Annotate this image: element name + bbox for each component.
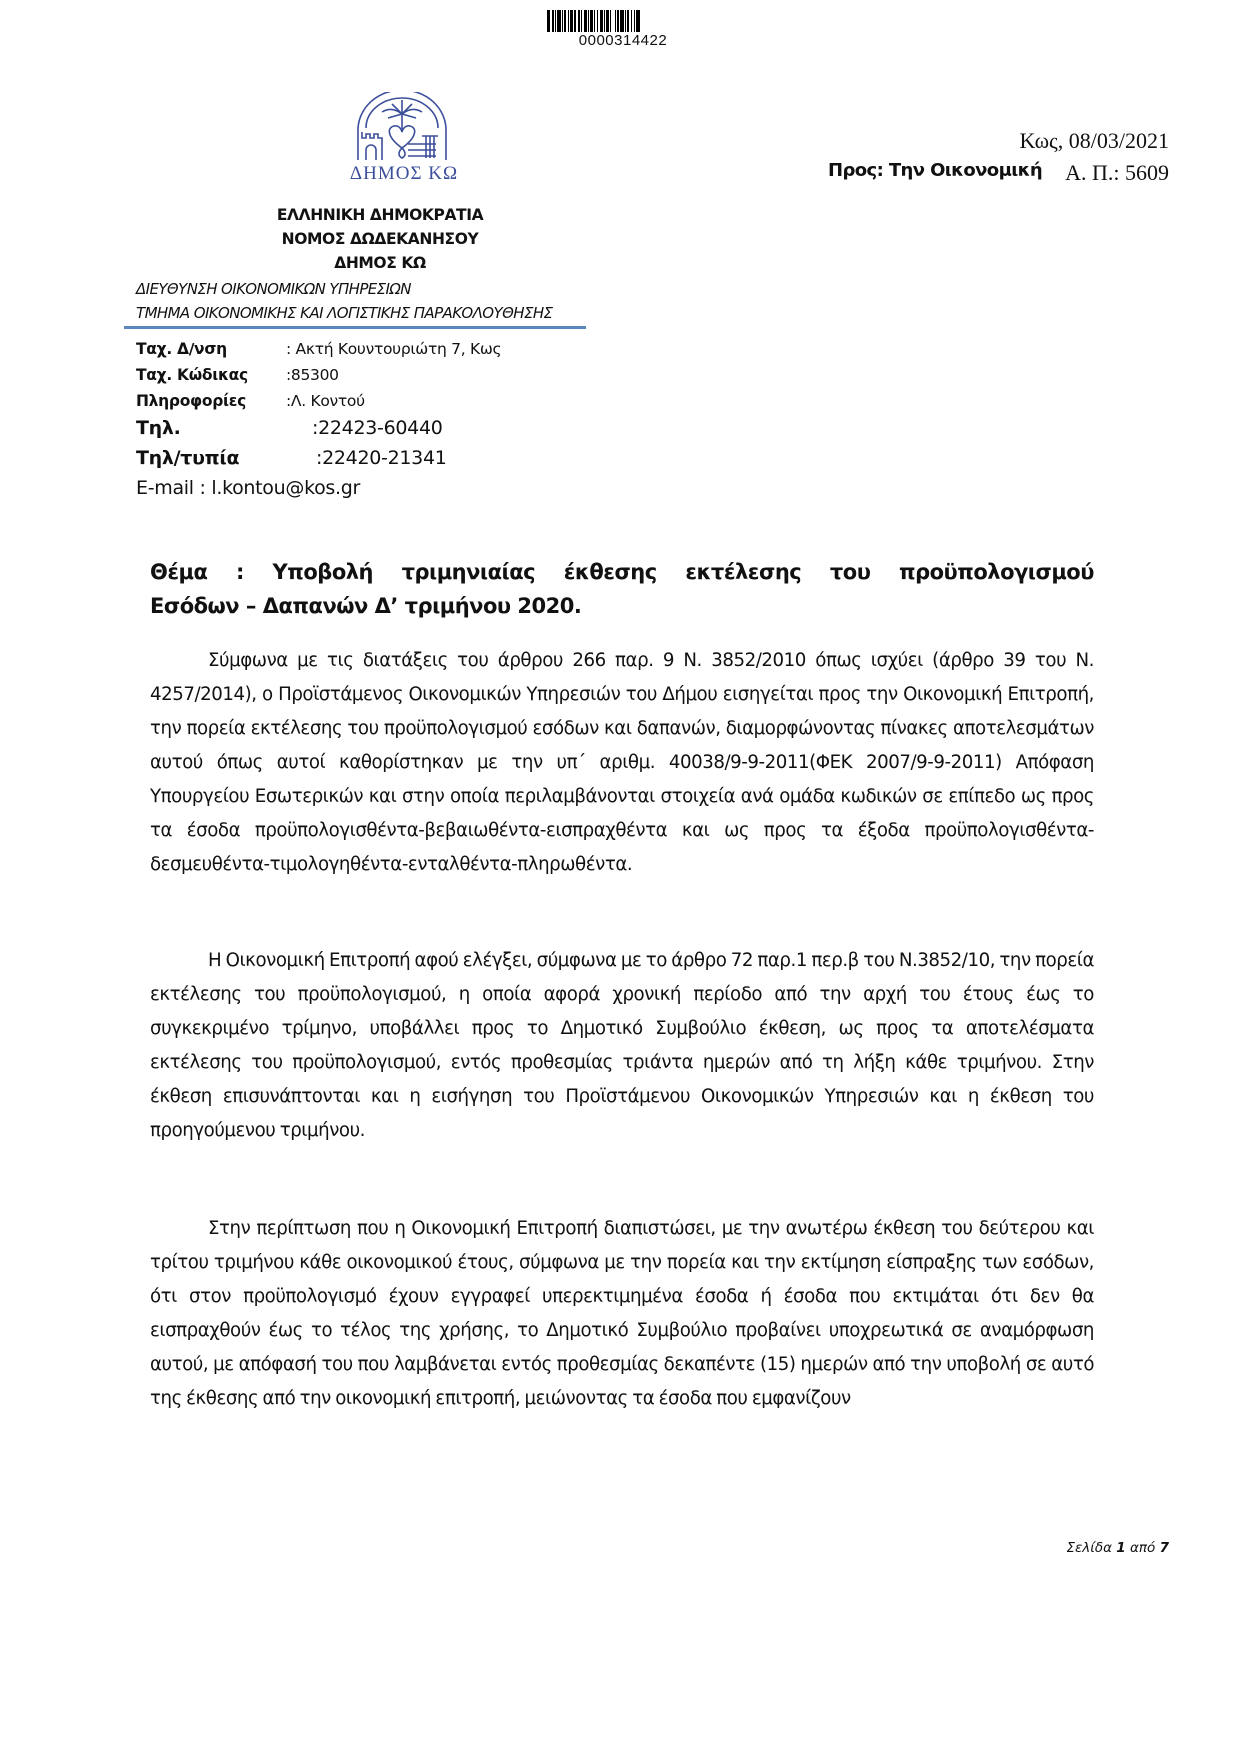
of-label: από [1130, 1540, 1156, 1556]
address-value: : Ακτή Κουντουριώτη 7, Κως [286, 340, 502, 358]
subject-word: του [829, 560, 871, 584]
subject-word: εκτέλεσης [685, 560, 802, 584]
org-prefecture: ΝΟΜΟΣ ΔΩΔΕΚΑΝΗΣΟΥ [281, 230, 479, 248]
address-label: Ταχ. Δ/νση [136, 340, 227, 358]
info-value: :Λ. Κοντού [286, 392, 365, 410]
body-paragraph-1: Σύμφωνα με τις διατάξεις του άρθρου 266 παρ. 9 Ν. 3852/2010 όπως ισχύει (άρθρο 39 του Ν. 4257/2014), ο Προϊστάμενος Οικονομικών Υπηρεσιών του Δήμου εισηγείται προς την Οικονομική Επιτροπή, την πορεία εκτέλεσης του προϋπολογισμού εσόδων και δαπανών, διαμορφώνοντας πίνακες αποτελεσμάτων αυτού όπως αυτοί καθορίστηκαν με την υπ΄ αριθμ. 40038/9-9-2011(ΦΕΚ 2007/9-9-2011) Απόφαση Υπουργείου Εσωτερικών και στην οποία περιλαμβάνονται στοιχεία ανά ομάδα κωδικών σε επίπεδο ως προς τα έσοδα προϋπολογισθέντα-βεβαιωθέντα-εισπραχθέντα και ως προς τα έξοδα προϋπολογισθέντα-δεσμευθέντα-τιμολογηθέντα-ενταλθέντα-πληρωθέντα. [150, 650, 1094, 875]
fax-label: Τηλ/τυπία [136, 447, 240, 469]
fax-value: :22420-21341 [316, 447, 447, 469]
org-directorate: ΔΙΕΥΘΥΝΣΗ ΟΙΚΟΝΟΜΙΚΩΝ ΥΠΗΡΕΣΙΩΝ [136, 280, 411, 298]
page-label: Σελίδα [1066, 1540, 1112, 1556]
page-number [1066, 1540, 1169, 1556]
barcode-number: 0000314422 [578, 32, 668, 49]
org-country: ΕΛΛΗΝΙΚΗ ΔΗΜΟΚΡΑΤΙΑ [276, 206, 484, 224]
subject [150, 560, 1094, 618]
org-municipality: ΔΗΜΟΣ ΚΩ [334, 254, 426, 272]
info-label: Πληροφορίες [136, 392, 246, 410]
protocol-number: Α. Π.: 5609 [1065, 160, 1169, 185]
subject-word: τριμηνιαίας [401, 560, 536, 584]
header-divider [124, 326, 586, 329]
subject-word: προϋπολογισμού [898, 560, 1094, 584]
body-paragraph-3: Στην περίπτωση που η Οικονομική Επιτροπή διαπιστώσει, με την ανωτέρω έκθεση του δεύτερου και τρίτου τριμήνου κάθε οικονομικού έτους, σύμφωνα με την πορεία και την εκτίμηση είσπραξης των εσόδων, ότι στον προϋπολογισμό έχουν εγγραφεί υπερεκτιμημένα έσοδα ή έσοδα που εκτιμάται ότι δεν θα εισπραχθούν έως το τέλος της χρήσης, το Δημοτικό Συμβούλιο προβαίνει υποχρεωτικά σε αναμόρφωση αυτού, με απόφασή του που λαμβάνεται εντός προθεσμίας δεκαπέντε (15) ημερών από την υποβολή σε αυτό της έκθεσης από την οικονομική επιτροπή, μειώνοντας τα έσοδα που εμφανίζουν [150, 1218, 1094, 1409]
subject-line-1 [150, 560, 1094, 584]
total-pages: 7 [1159, 1540, 1169, 1556]
subject-word: Υποβολή [272, 560, 373, 584]
subject-line-2: Εσόδων – Δαπανών Δ’ τριμήνου 2020. [150, 594, 582, 618]
phone-label: Τηλ. [136, 417, 181, 439]
postal-code-value: :85300 [286, 366, 339, 384]
subject-word: έκθεσης [563, 560, 657, 584]
recipient: Προς: Την Οικονομική [828, 160, 1043, 181]
logo-text: ΔΗΜΟΣ ΚΩ [349, 163, 459, 184]
municipality-of-kos-logo-icon [352, 92, 452, 162]
email-value[interactable]: E-mail : l.kontou@kos.gr [136, 477, 361, 499]
postal-code-label: Ταχ. Κώδικας [136, 366, 248, 384]
body-paragraph-2: Η Οικονομική Επιτροπή αφού ελέγξει, σύμφωνα με το άρθρο 72 παρ.1 περ.β του Ν.3852/10, την πορεία εκτέλεσης του προϋπολογισμού, η οποία αφορά χρονική περίοδο από την αρχή του έτους έως το συγκεκριμένο τρίμηνο, υποβάλλει προς το Δημοτικό Συμβούλιο έκθεση, ως προς τα αποτελέσματα εκτέλεσης του προϋπολογισμού, εντός προθεσμίας τριάντα ημερών από τη λήξη κάθε τριμήνου. Στην έκθεση επισυνάπτονται και η εισήγηση του Προϊστάμενου Οικονομικών Υπηρεσιών και η έκθεση του προηγούμενου τριμήνου. [150, 950, 1094, 1141]
place-date: Κως, 08/03/2021 [1019, 128, 1169, 153]
barcode [547, 10, 699, 32]
org-department: ΤΜΗΜΑ ΟΙΚΟΝΟΜΙΚΗΣ ΚΑΙ ΛΟΓΙΣΤΙΚΗΣ ΠΑΡΑΚΟΛΟΥΘΗΣΗΣ [136, 304, 553, 322]
barcode-bar [636, 10, 639, 32]
current-page: 1 [1116, 1540, 1126, 1556]
subject-word: Θέμα [150, 560, 208, 584]
phone-value: :22423-60440 [312, 417, 443, 439]
subject-word: : [236, 560, 244, 584]
